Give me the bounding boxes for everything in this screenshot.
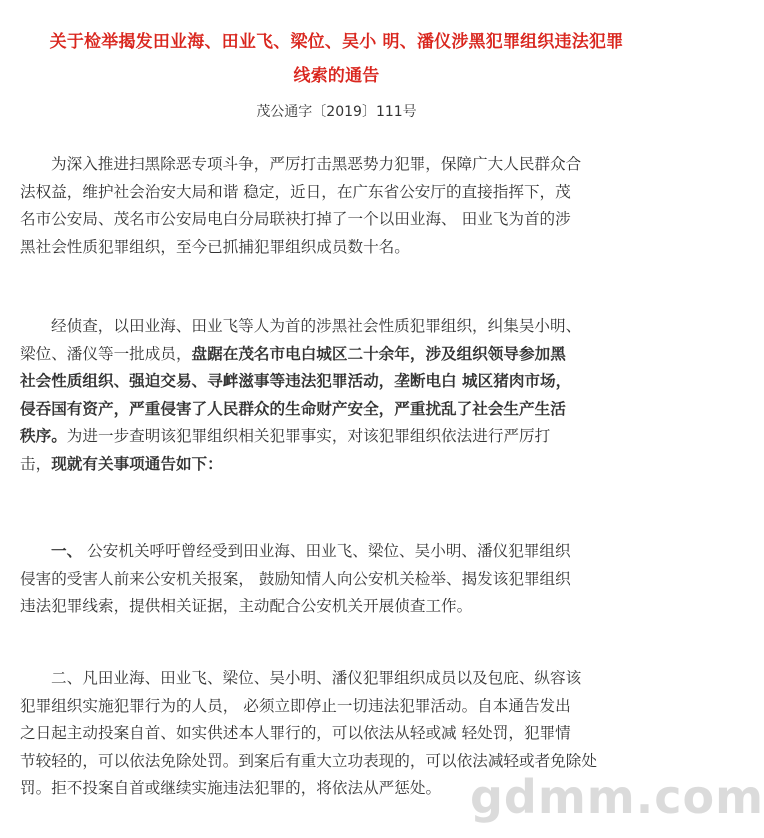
document-number: 茂公通字〔2019〕111号 — [256, 104, 417, 120]
paragraph-line: 节较轻的，可以依法免除处罚。到案后有重大立功表现的，可以依法减轻或者免除处 — [20, 751, 597, 770]
paragraph-line: 犯罪组织实施犯罪行为的人员， 必须立即停止一切违法犯罪活动。自本通告发出 — [20, 696, 571, 715]
bold-text: 秩序。 — [20, 427, 67, 445]
item-number: 一、 — [51, 542, 83, 560]
paragraph-item-one — [20, 538, 653, 621]
paragraph-line: 名市公安局、茂名市公安局电白分局联袂打掉了一个以田业海、 田业飞为首的涉 — [20, 210, 571, 228]
paragraph-line: 黑社会性质犯罪组织，至今已抓捕犯罪组织成员数十名。 — [20, 237, 410, 256]
notice-title-line-1: 关于检举揭发田业海、田业飞、梁位、吴小 明、潘仪涉黑犯罪组织违法犯罪 — [49, 32, 624, 52]
notice-title-line-2: 线索的通告 — [293, 66, 380, 86]
normal-text: 为进一步查明该犯罪组织相关犯罪事实，对该犯罪组织依法进行严厉打 — [66, 427, 551, 445]
paragraph-line: 经侦查，以田业海、田业飞等人为首的涉黑社会性质犯罪组织，纠集吴小明、 — [51, 317, 582, 335]
paragraph-line — [20, 538, 653, 566]
paragraph-line: 为深入推进扫黑除恶专项斗争，严厉打击黑恶势力犯罪，保障广大人民群众合 — [51, 155, 582, 173]
paragraph-investigation — [20, 313, 653, 478]
paragraph-line — [20, 451, 653, 479]
paragraph-line: 法权益，维护社会治安大局和谐 稳定，近日，在广东省公安厅的直接指挥下，茂 — [20, 182, 571, 201]
paragraph-line: 之日起主动投案自首、如实供述本人罪行的，可以依法从轻或减 轻处罚，犯罪情 — [20, 724, 571, 742]
bold-text: 盘踞在茂名市电白城区二十余年，涉及组织领导参加黑 — [191, 344, 566, 363]
site-watermark: gdmm.com — [470, 770, 764, 824]
bold-text: 现就有关事项通告如下： — [51, 454, 223, 473]
paragraph-line: 二、凡田业海、田业飞、梁位、吴小明、潘仪犯罪组织成员以及包庇、纵容该 — [51, 669, 582, 687]
normal-text: 梁位、潘仪等一批成员， — [20, 344, 192, 363]
paragraph-line: 违法犯罪线索，提供相关证据，主动配合公安机关开展侦查工作。 — [20, 597, 473, 615]
paragraph-line: 社会性质组织、强迫交易、寻衅滋事等违法犯罪活动，垄断电白 城区猪肉市场， — [20, 372, 572, 390]
paragraph-line — [20, 341, 653, 369]
paragraph-line: 侵吞国有资产，严重侵害了人民群众的生命财产安全，严重扰乱了社会生产生活 — [20, 399, 566, 418]
normal-text: 击， — [20, 454, 52, 473]
paragraph-intro — [20, 151, 653, 261]
paragraph-line: 罚。拒不投案自首或继续实施违法犯罪的，将依法从严惩处。 — [20, 779, 442, 797]
paragraph-line: 侵害的受害人前来公安机关报案， 鼓励知情人向公安机关检举、揭发该犯罪组织 — [20, 569, 571, 588]
normal-text: 公安机关呼吁曾经受到田业海、田业飞、梁位、吴小明、潘仪犯罪组织 — [82, 542, 571, 560]
paragraph-line — [20, 423, 653, 451]
